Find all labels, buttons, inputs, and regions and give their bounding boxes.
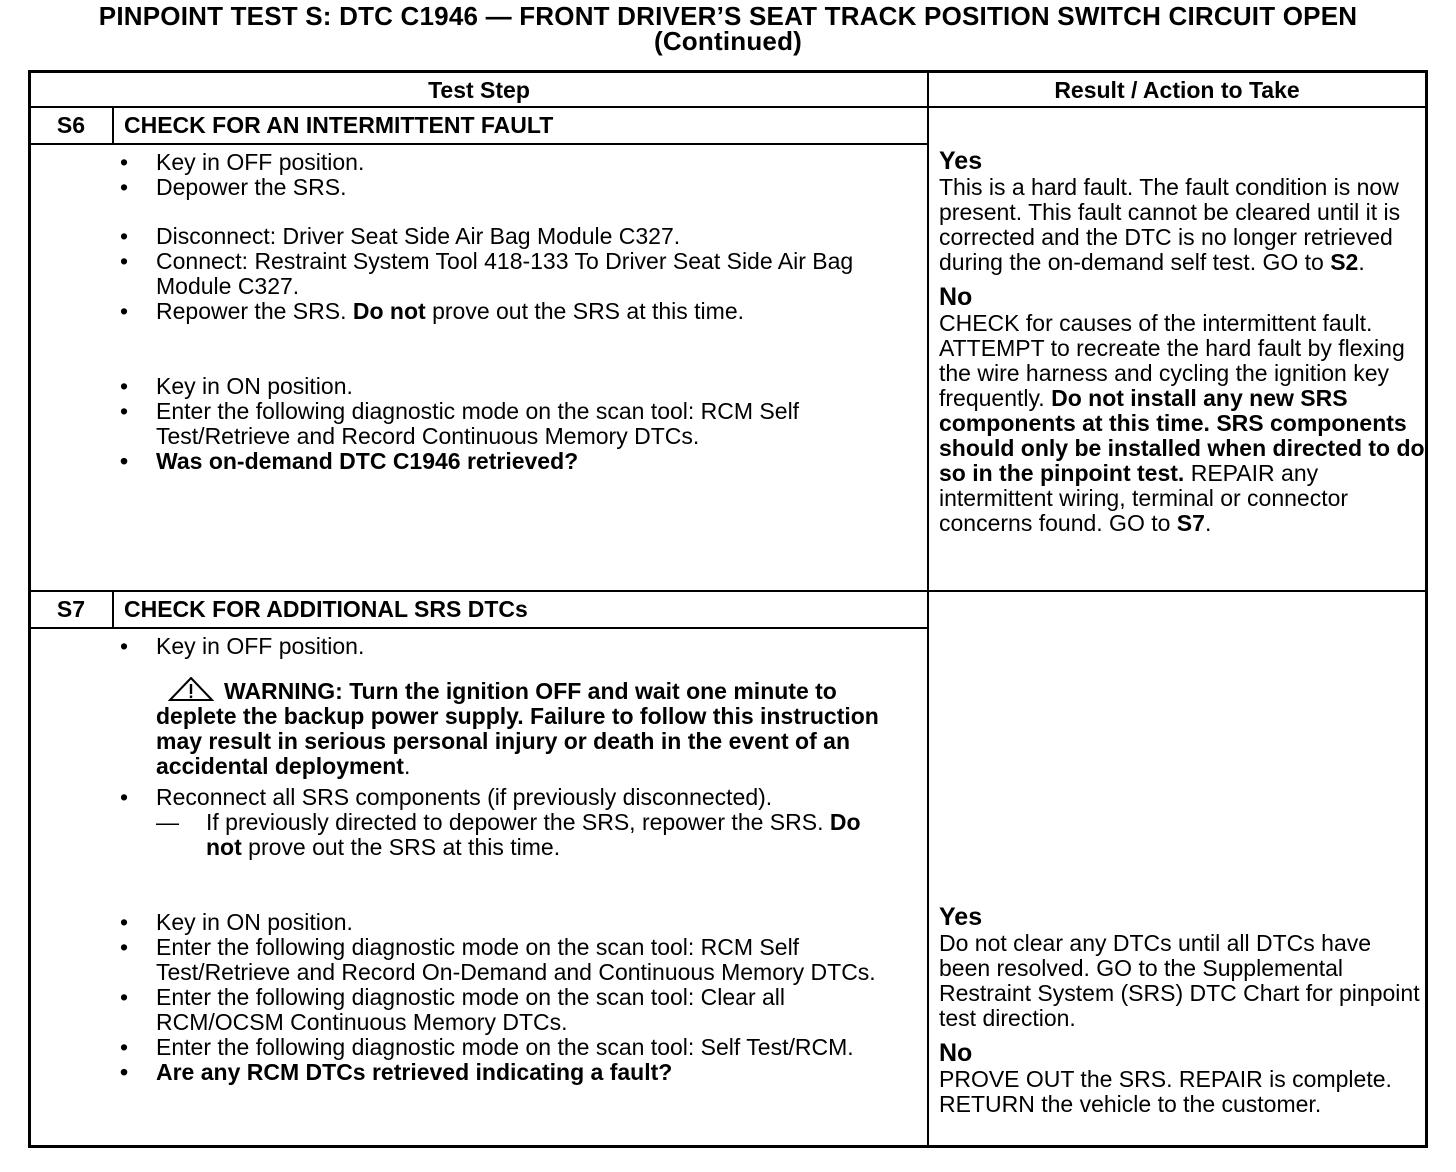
s7-step-list xyxy=(120,634,880,1085)
s6-no-label: No xyxy=(939,283,973,311)
s7-no-label: No xyxy=(939,1039,973,1067)
header-result-action: Result / Action to Take xyxy=(1054,77,1300,103)
column-divider xyxy=(927,73,929,1145)
list-item: • Connect: Restraint System Tool 418-133 To Driver Seat Side Air Bag Module C327. xyxy=(120,249,880,299)
warning-note: WARNING: Turn the ignition OFF and wait one minute to deplete the backup power supply. Failure to follow this instruction may result in serious personal injury or death in the event of an accidental deployment. xyxy=(156,678,879,779)
list-item: • Enter the following diagnostic mode on the scan tool: RCM Self Test/Retrieve and Record On-Demand and Continuous Memory DTCs. xyxy=(120,935,880,985)
title-line-2: (Continued) xyxy=(653,26,803,56)
s7-yes-text: Do not clear any DTCs until all DTCs have been resolved. GO to the Supplemental Restraint System (SRS) DTC Chart for pinpoint test direction. xyxy=(939,930,1420,1031)
sub-list-item: — If previously directed to depower the SRS, repower the SRS. Do not prove out the SRS at this time. xyxy=(156,809,861,860)
step-title-s6: CHECK FOR AN INTERMITTENT FAULT xyxy=(124,112,554,138)
list-item: • Disconnect: Driver Seat Side Air Bag Module C327. xyxy=(120,224,880,249)
s6-step-list xyxy=(120,150,880,474)
header-divider xyxy=(31,106,1425,108)
list-item: • Was on-demand DTC C1946 retrieved? xyxy=(120,449,880,474)
s6-id-divider xyxy=(112,106,114,144)
list-item: • Key in ON position. xyxy=(120,910,880,935)
list-item: • Are any RCM DTCs retrieved indicating a fault? xyxy=(120,1060,880,1085)
list-item: • Enter the following diagnostic mode on the scan tool: RCM Self Test/Retrieve and Record Continuous Memory DTCs. xyxy=(120,399,880,449)
list-item: • Key in ON position. xyxy=(120,374,880,399)
s7-no-text: PROVE OUT the SRS. REPAIR is complete. RETURN the vehicle to the customer. xyxy=(939,1066,1392,1117)
s6-no-text: CHECK for causes of the intermittent fault. ATTEMPT to recreate the hard fault by flexing the wire harness and cycling the ignition key frequently. Do not install any new SRS components at this time. SRS components should only be installed when directed to do so in the pinpoint test. REPAIR any intermittent wiring, terminal or connector concerns found. GO to S7. xyxy=(939,310,1425,536)
s7-yes-label: Yes xyxy=(939,903,983,931)
s6-s7-divider xyxy=(31,590,1425,592)
pinpoint-table xyxy=(28,70,1428,1148)
s6-result xyxy=(939,147,1425,536)
s7-title-divider xyxy=(31,627,927,629)
warning-triangle-icon xyxy=(168,677,214,701)
list-item: • Reconnect all SRS components (if previously disconnected). — If previously directed to depower the SRS, repower the SRS. Do not prove out the SRS at this time. xyxy=(120,785,880,860)
s6-title-divider xyxy=(31,143,927,145)
step-id-s7: S7 xyxy=(56,596,86,622)
list-item: • Enter the following diagnostic mode on the scan tool: Clear all RCM/OCSM Continuous Memory DTCs. xyxy=(120,985,880,1035)
list-item: • Enter the following diagnostic mode on the scan tool: Self Test/RCM. xyxy=(120,1035,880,1060)
title-line-1: PINPOINT TEST S: DTC C1946 — FRONT DRIVER’S SEAT TRACK POSITION SWITCH CIRCUIT OPEN xyxy=(98,1,1358,31)
list-item: • Key in OFF position. xyxy=(120,634,880,659)
list-item: • Key in OFF position. xyxy=(120,150,880,175)
header-test-step: Test Step xyxy=(428,77,530,103)
page-title xyxy=(0,1,1456,56)
list-item: • Depower the SRS. xyxy=(120,175,880,200)
s7-result xyxy=(939,903,1425,1117)
s6-yes-text: This is a hard fault. The fault condition is now present. This fault cannot be cleared until it is corrected and the DTC is no longer retrieved during the on-demand self test. GO to S2. xyxy=(939,174,1401,275)
list-item: • Repower the SRS. Do not prove out the SRS at this time. xyxy=(120,299,880,324)
step-title-s7: CHECK FOR ADDITIONAL SRS DTCs xyxy=(124,596,528,622)
step-id-s6: S6 xyxy=(56,112,86,138)
s7-id-divider xyxy=(112,590,114,628)
s6-yes-label: Yes xyxy=(939,147,983,175)
